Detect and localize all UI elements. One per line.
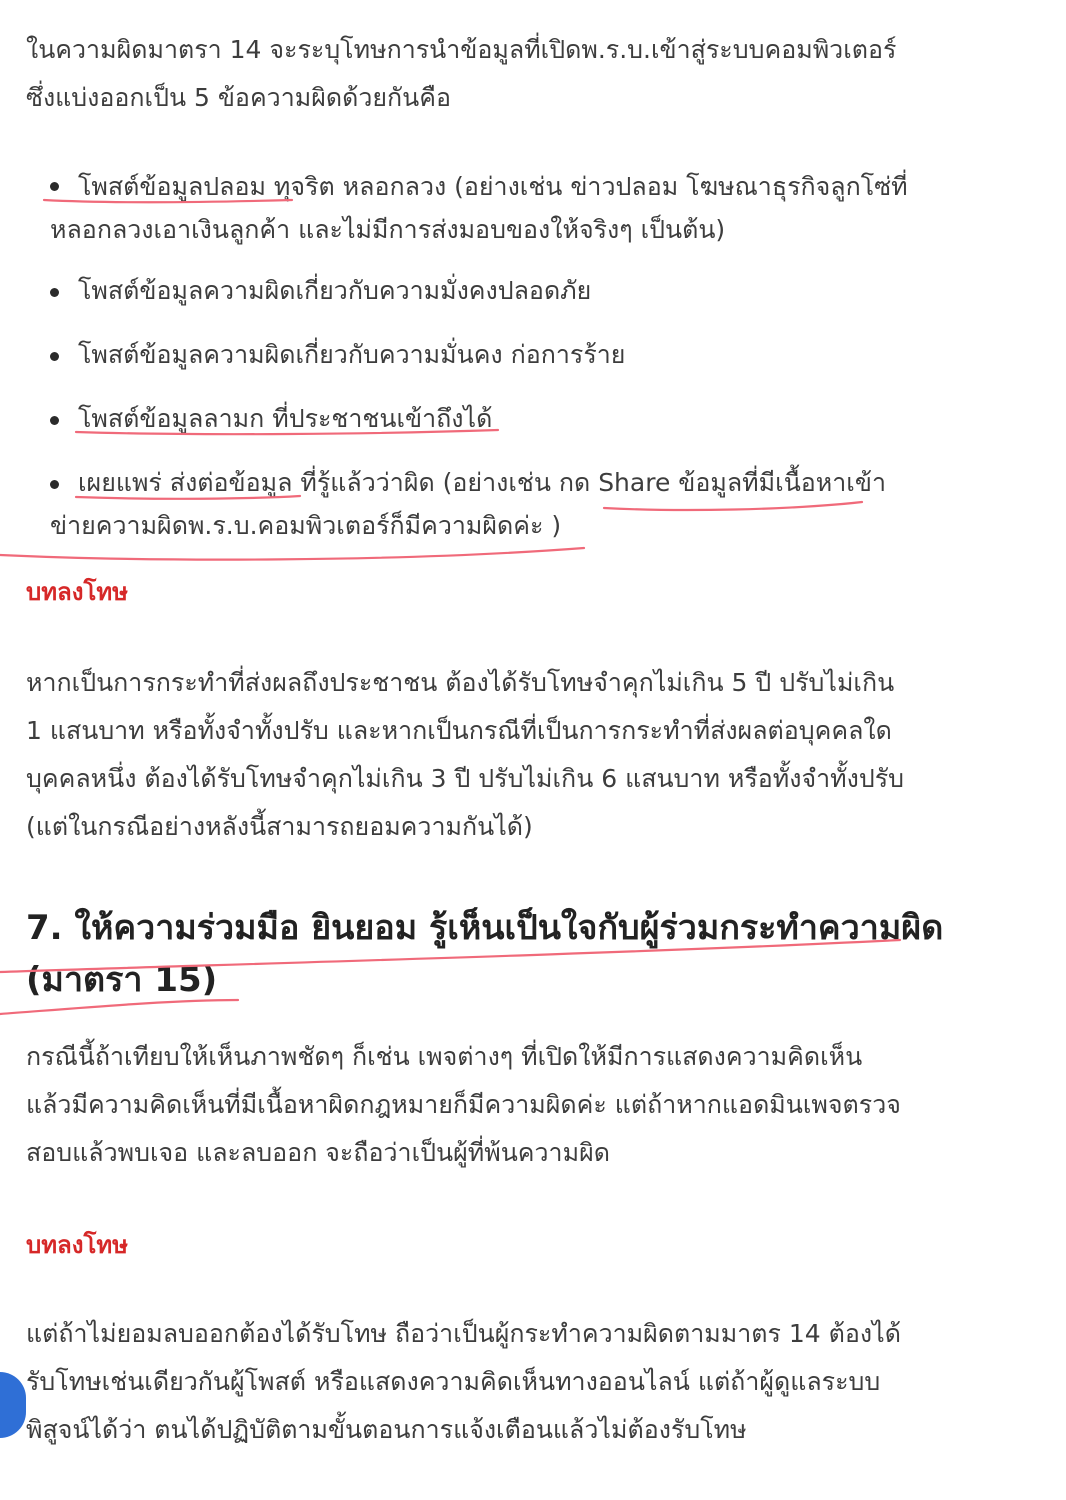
list-item-line: โพสต์ข้อมูลลามก ที่ประชาชนเข้าถึงได้ [78, 404, 493, 433]
bullet-dot [50, 182, 59, 191]
list-item-line: เผยแพร่ ส่งต่อข้อมูล ที่รู้แล้วว่าผิด (อย่างเช่น กด Share ข้อมูลที่มีเนื้อหาเข้า [78, 468, 886, 497]
section-heading-line: 7. ให้ความร่วมมือ ยินยอม รู้เห็นเป็นใจกับผู้ร่วมกระทำความผิด [26, 908, 944, 948]
list-item-continuation [50, 208, 950, 251]
paragraph-line: กรณีนี้ถ้าเทียบให้เห็นภาพชัดๆ ก็เช่น เพจต่างๆ ที่เปิดให้มีการแสดงความคิดเห็น [26, 1042, 863, 1071]
list-item [78, 397, 958, 440]
list-item-line: โพสต์ข้อมูลปลอม ทุจริต หลอกลวง (อย่างเช่น ข่าวปลอม โฆษณาธุรกิจลูกโซ่ที่ [78, 172, 908, 201]
paragraph-line: หากเป็นการกระทำที่ส่งผลถึงประชาชน ต้องได้รับโทษจำคุกไม่เกิน 5 ปี ปรับไม่เกิน [26, 668, 895, 697]
penalty-heading: บทลงโทษ [26, 1231, 129, 1259]
paragraph-line: สอบแล้วพบเจอ และลบออก จะถือว่าเป็นผู้ที่พ้นความผิด [26, 1138, 610, 1167]
paragraph-line: 1 แสนบาท หรือทั้งจำทั้งปรับ และหากเป็นกรณีที่เป็นการกระทำที่ส่งผลต่อบุคคลใด [26, 716, 892, 745]
paragraph-line: (แต่ในกรณีอย่างหลังนี้สามารถยอมความกันได้) [26, 812, 533, 841]
paragraph-line: แต่ถ้าไม่ยอมลบออกต้องได้รับโทษ ถือว่าเป็นผู้กระทำความผิดตามมาตร 14 ต้องได้ [26, 1319, 901, 1348]
section-paragraph [26, 1033, 956, 1177]
list-item-line: หลอกลวงเอาเงินลูกค้า และไม่มีการส่งมอบของให้จริงๆ เป็นต้น) [50, 215, 726, 244]
intro-line-2: ซึ่งแบ่งออกเป็น 5 ข้อความผิดด้วยกันคือ [26, 83, 451, 112]
list-item [78, 165, 958, 208]
bullet-dot [50, 288, 59, 297]
paragraph-line: รับโทษเช่นเดียวกันผู้โพสต์ หรือแสดงความคิดเห็นทางออนไลน์ แต่ถ้าผู้ดูแลระบบ [26, 1367, 881, 1396]
bullet-dot [50, 352, 59, 361]
intro-line-1: ในความผิดมาตรา 14 จะระบุโทษการนำข้อมูลที่เปิดพ.ร.บ.เข้าสู่ระบบคอมพิวเตอร์ [26, 35, 897, 64]
list-item-continuation [50, 504, 950, 547]
intro-paragraph [26, 26, 956, 122]
bullet-dot [50, 480, 59, 489]
list-item-line: ข่ายความผิดพ.ร.บ.คอมพิวเตอร์ก็มีความผิดค่ะ ) [50, 511, 562, 540]
list-item [78, 333, 958, 376]
bullet-dot [50, 416, 59, 425]
list-item-line: โพสต์ข้อมูลความผิดเกี่ยวกับความมั่งคงปลอดภัย [78, 276, 592, 305]
annotation-underline [0, 548, 584, 560]
list-item [78, 269, 958, 312]
penalty-heading: บทลงโทษ [26, 578, 129, 606]
list-item [78, 461, 958, 504]
penalty-paragraph [26, 659, 956, 851]
paragraph-line: แล้วมีความคิดเห็นที่มีเนื้อหาผิดกฎหมายก็มีความผิดค่ะ แต่ถ้าหากแอดมินเพจตรวจ [26, 1090, 901, 1119]
section-heading [26, 902, 956, 1006]
paragraph-line: บุคคลหนึ่ง ต้องได้รับโทษจำคุกไม่เกิน 3 ปี ปรับไม่เกิน 6 แสนบาท หรือทั้งจำทั้งปรับ [26, 764, 905, 793]
floating-action-button[interactable] [0, 1372, 26, 1438]
list-item-line: โพสต์ข้อมูลความผิดเกี่ยวกับความมั่นคง ก่อการร้าย [78, 340, 626, 369]
penalty-paragraph [26, 1310, 956, 1454]
paragraph-line: พิสูจน์ได้ว่า ตนได้ปฏิบัติตามขั้นตอนการแจ้งเตือนแล้วไม่ต้องรับโทษ [26, 1415, 747, 1444]
section-heading-line: (มาตรา 15) [26, 960, 218, 1000]
